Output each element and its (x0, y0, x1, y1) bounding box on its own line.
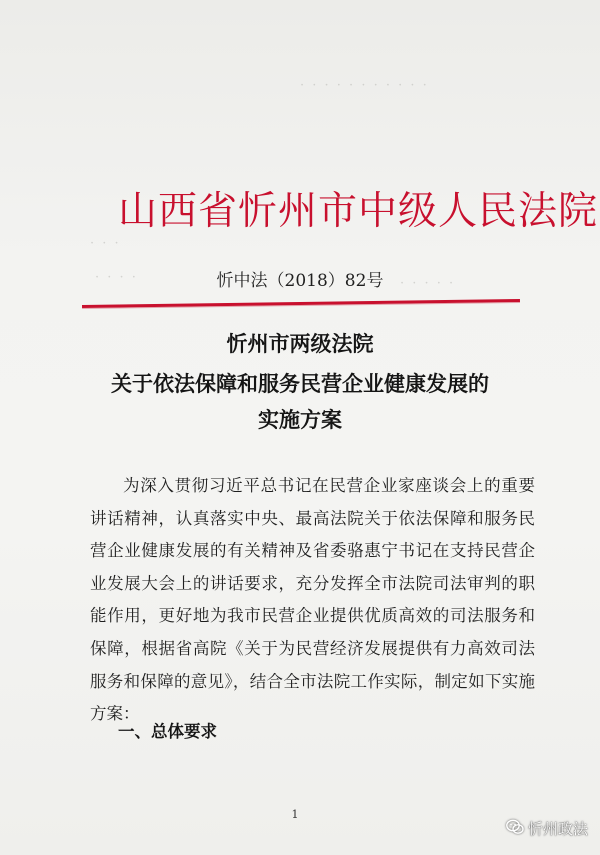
show-through-text: · · · · · (400, 276, 456, 291)
document-title-line-1: 忻州市两级法院 (226, 332, 374, 356)
show-through-text: · · · · (95, 270, 138, 285)
section-heading: 一、总体要求 (118, 722, 217, 741)
court-letterhead: 山西省忻州市中级人民法院 (118, 189, 599, 234)
show-through-text: · · · (90, 236, 121, 251)
document-title-line-3: 实施方案 (258, 408, 342, 432)
body-paragraph: 为深入贯彻习近平总书记在民营企业家座谈会上的重要讲话精神，认真落实中央、最高法院关于依法保障和服务民营企业健康发展的有关精神及省委骆惠宁书记在支持民营企业发展大会上的讲话要求，充分发挥全市法院司法审判的职能作用，更好地为我市民营企业提供优质高效的司法服务和保障，根据省高院《关于为民营经济发展提供有力高效司法服务和保障的意见》，结合全市法院工作实际，制定如下实施方案： (90, 476, 535, 724)
document-number: 忻中法（2018）82号 (216, 271, 384, 291)
wechat-icon (506, 819, 524, 839)
red-divider-line (82, 299, 520, 308)
page-number: 1 (291, 808, 299, 821)
watermark-text: 忻州政法 (527, 820, 588, 838)
account-watermark (506, 818, 588, 839)
show-through-text: · · · · · · · · · · · (300, 78, 429, 93)
document-title-line-2: 关于依法保障和服务民营企业健康发展的 (111, 372, 489, 396)
